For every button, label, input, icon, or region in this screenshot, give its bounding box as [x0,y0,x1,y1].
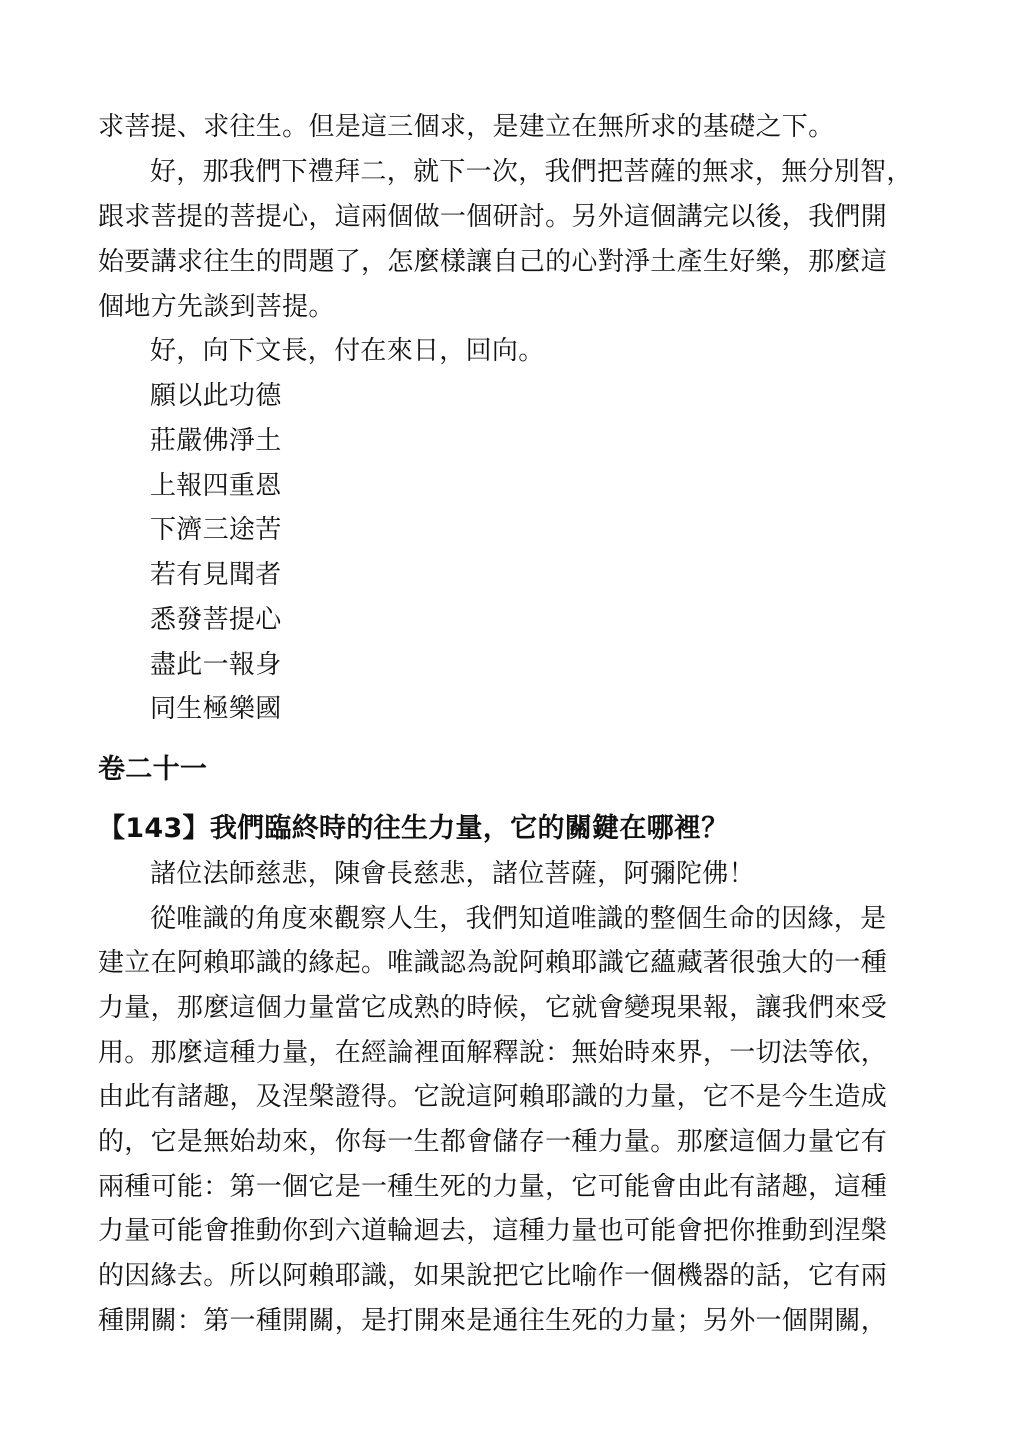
paragraph-line: 的，它是無始劫來，你每一生都會儲存一種力量。那麼這個力量它有 [98,1127,888,1157]
verse-line: 若有見聞者 [150,560,282,590]
paragraph-line: 建立在阿賴耶識的緣起。唯識認為說阿賴耶識它蘊藏著很強大的一種 [98,948,888,978]
paragraph-line: 種開關：第一種開關，是打開來是通往生死的力量；另外一個開關， [98,1306,888,1336]
verse-line: 盡此一報身 [150,650,282,680]
paragraph-line: 兩種可能：第一個它是一種生死的力量，它可能會由此有諸趣，這種 [98,1172,888,1202]
paragraph-line: 跟求菩提的菩提心，這兩個做一個研討。另外這個講完以後，我們開 [98,202,888,232]
paragraph-line: 力量可能會推動你到六道輪迴去，這種力量也可能會把你推動到涅槃 [98,1216,888,1246]
paragraph-line: 力量，那麼這個力量當它成熟的時候，它就會變現果報，讓我們來受 [98,993,888,1023]
section-title: 【143】我們臨終時的往生力量，它的關鍵在哪裡？ [98,813,729,844]
verse-line: 下濟三途苦 [150,515,282,545]
paragraph-line: 始要講求往生的問題了，怎麼樣讓自己的心對淨土產生好樂，那麼這 [98,247,888,277]
verse-line: 上報四重恩 [150,471,282,501]
paragraph-line: 用。那麼這種力量，在經論裡面解釋說：無始時來界，一切法等依， [98,1038,888,1068]
verse-line: 莊嚴佛淨土 [150,426,282,456]
paragraph-line: 的因緣去。所以阿賴耶識，如果說把它比喻作一個機器的話，它有兩 [98,1261,888,1291]
paragraph-line: 好，向下文長，付在來日，回向。 [150,336,545,366]
verse-line: 同生極樂國 [150,694,282,724]
paragraph-line: 由此有諸趣，及涅槃證得。它說這阿賴耶識的力量，它不是今生造成 [98,1082,888,1112]
paragraph-line: 個地方先談到菩提。 [98,292,335,322]
volume-title: 卷二十一 [98,754,208,785]
paragraph-line: 諸位法師慈悲，陳會長慈悲，諸位菩薩，阿彌陀佛！ [150,859,755,889]
paragraph-line: 好，那我們下禮拜二，就下一次，我們把菩薩的無求，無分別智， [150,157,913,187]
paragraph-line: 求菩提、求往生。但是這三個求，是建立在無所求的基礎之下。 [98,112,835,142]
verse-line: 願以此功德 [150,381,282,411]
verse-line: 悉發菩提心 [150,605,282,635]
paragraph-line: 從唯識的角度來觀察人生，我們知道唯識的整個生命的因緣，是 [150,904,887,934]
